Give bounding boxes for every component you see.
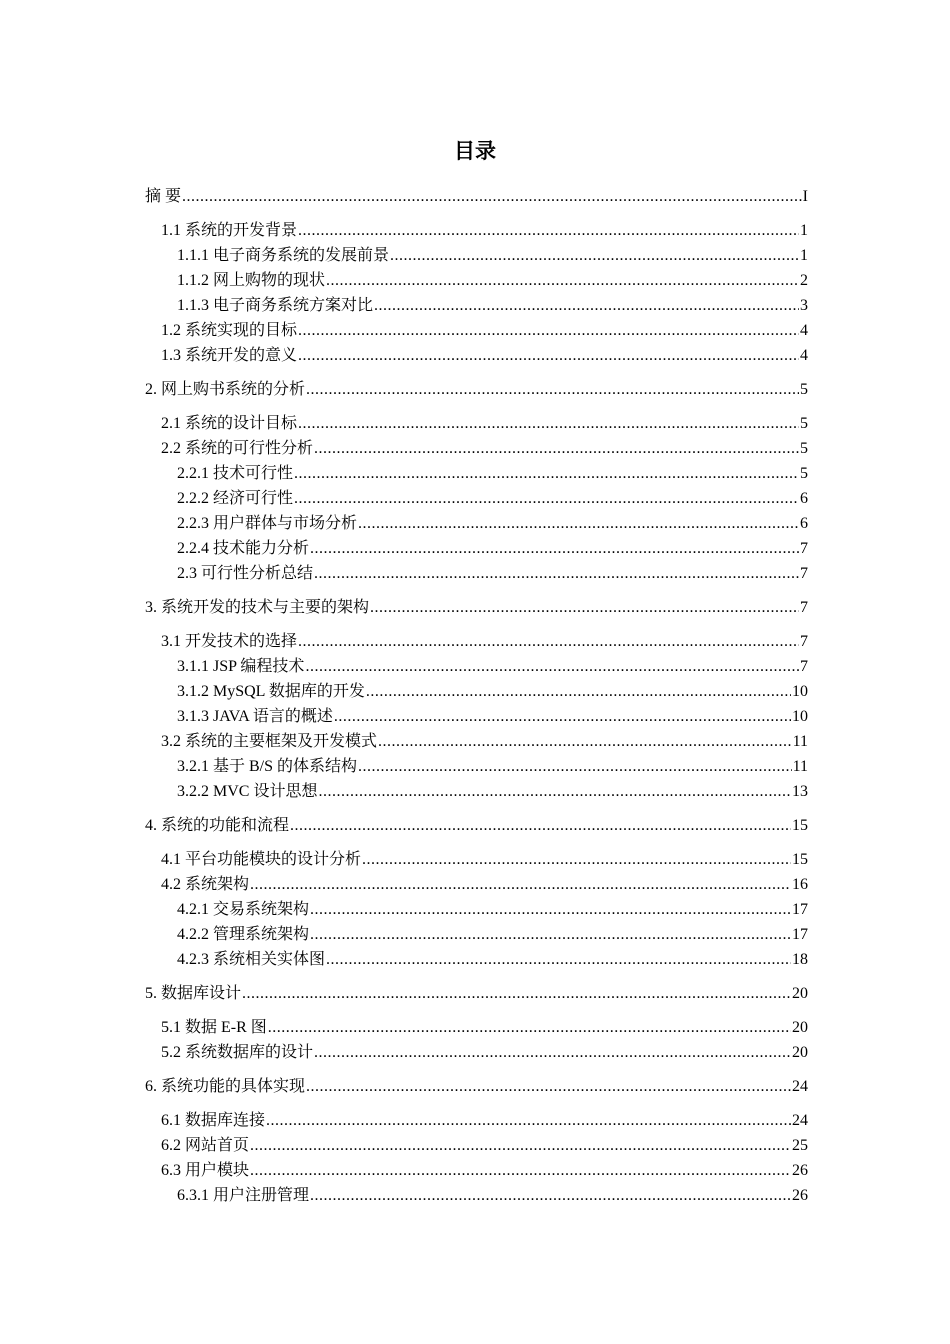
toc-entry[interactable] — [145, 813, 808, 838]
toc-page-number: 7 — [800, 658, 808, 675]
toc-dot-leader — [298, 218, 799, 243]
toc-entry-label: 4.2.3 系统相关实体图 — [177, 951, 326, 968]
toc-entry[interactable] — [145, 1133, 808, 1158]
toc-entry-label: 1.2 系统实现的目标 — [161, 322, 298, 339]
toc-page-number: 20 — [792, 985, 808, 1002]
toc-entry[interactable] — [145, 511, 808, 536]
toc-dot-leader — [358, 754, 792, 779]
toc-page-number: 20 — [792, 1044, 808, 1061]
toc-entry[interactable] — [145, 1158, 808, 1183]
toc-dot-leader — [242, 981, 791, 1006]
toc-dot-leader — [306, 1074, 791, 1099]
toc-entry[interactable] — [145, 654, 808, 679]
toc-page-number: 4 — [800, 322, 808, 339]
toc-dot-leader — [306, 377, 799, 402]
toc-title: 目录 — [454, 139, 496, 163]
toc-page-number: 5 — [800, 415, 808, 432]
toc-dot-leader — [390, 243, 799, 268]
toc-page-number: 2 — [800, 272, 808, 289]
toc-dot-leader — [298, 629, 799, 654]
toc-dot-leader — [294, 461, 799, 486]
toc-entry[interactable] — [145, 486, 808, 511]
toc-dot-leader — [310, 536, 799, 561]
toc-entry[interactable] — [145, 981, 808, 1006]
toc-entry[interactable] — [145, 561, 808, 586]
toc-dot-leader — [310, 897, 791, 922]
toc-dot-leader — [318, 779, 791, 804]
toc-entry-label: 2.2 系统的可行性分析 — [161, 440, 314, 457]
toc-page-number: 25 — [792, 1137, 808, 1154]
toc-dot-leader — [310, 922, 791, 947]
toc-entry-label: 2.2.3 用户群体与市场分析 — [177, 515, 358, 532]
toc-page-number: 6 — [800, 490, 808, 507]
toc-page-number: 15 — [792, 851, 808, 868]
toc-page-number: 11 — [792, 758, 808, 775]
toc-dot-leader — [314, 1040, 791, 1065]
toc-page-number: 18 — [792, 951, 808, 968]
toc-entry[interactable] — [145, 872, 808, 897]
toc-entry-label: 4. 系统的功能和流程 — [145, 817, 290, 834]
toc-entry[interactable] — [145, 947, 808, 972]
toc-entry[interactable] — [145, 729, 808, 754]
toc-dot-leader — [305, 654, 799, 679]
toc-dot-leader — [362, 847, 791, 872]
toc-page-number: 26 — [792, 1187, 808, 1204]
toc-entry[interactable] — [145, 754, 808, 779]
toc-dot-leader — [182, 184, 802, 209]
toc-dot-leader — [358, 511, 799, 536]
toc-page-number: 7 — [800, 565, 808, 582]
toc-entry[interactable] — [145, 293, 808, 318]
toc-entry[interactable] — [145, 536, 808, 561]
toc-entry[interactable] — [145, 897, 808, 922]
toc-entry-label: 3.1.1 JSP 编程技术 — [177, 658, 305, 675]
toc-entry[interactable] — [145, 343, 808, 368]
toc-entry-label: 2. 网上购书系统的分析 — [145, 381, 306, 398]
toc-dot-leader — [266, 1108, 791, 1133]
toc-dot-leader — [314, 436, 799, 461]
toc-entry-label: 3.2.2 MVC 设计思想 — [177, 783, 318, 800]
toc-page-number: 4 — [800, 347, 808, 364]
toc-entry[interactable] — [145, 218, 808, 243]
toc-dot-leader — [374, 293, 799, 318]
toc-dot-leader — [326, 268, 799, 293]
toc-entry[interactable] — [145, 1015, 808, 1040]
toc-page-number: 17 — [792, 901, 808, 918]
toc-entry-label: 3.1.2 MySQL 数据库的开发 — [177, 683, 365, 700]
toc-dot-leader — [378, 729, 792, 754]
toc-dot-leader — [298, 343, 799, 368]
toc-entry[interactable] — [145, 411, 808, 436]
toc-entry-label: 2.1 系统的设计目标 — [161, 415, 298, 432]
toc-page-number: 7 — [800, 599, 808, 616]
toc-entry-label: 3.2 系统的主要框架及开发模式 — [161, 733, 378, 750]
toc-dot-leader — [366, 679, 791, 704]
toc-entry-label: 5.2 系统数据库的设计 — [161, 1044, 314, 1061]
toc-dot-leader — [250, 1133, 791, 1158]
toc-entry[interactable] — [145, 629, 808, 654]
toc-page-number: 11 — [792, 733, 808, 750]
toc-entry[interactable] — [145, 377, 808, 402]
toc-entry-label: 1.1.2 网上购物的现状 — [177, 272, 326, 289]
toc-dot-leader — [334, 704, 791, 729]
toc-entry-label: 1.1.3 电子商务系统方案对比 — [177, 297, 374, 314]
toc-entry-label: 6.3 用户模块 — [161, 1162, 250, 1179]
toc-entry-label: 3. 系统开发的技术与主要的架构 — [145, 599, 370, 616]
toc-page-number: 24 — [792, 1112, 808, 1129]
toc-entry-label: 2.2.2 经济可行性 — [177, 490, 294, 507]
toc-page-number: 5 — [800, 381, 808, 398]
toc-page-number: 15 — [792, 817, 808, 834]
toc-dot-leader — [298, 411, 799, 436]
toc-entry-label: 2.2.4 技术能力分析 — [177, 540, 310, 557]
toc-entry-label: 3.1.3 JAVA 语言的概述 — [177, 708, 333, 725]
toc-entry-label: 1.3 系统开发的意义 — [161, 347, 298, 364]
toc-entry-label: 4.2.1 交易系统架构 — [177, 901, 310, 918]
toc-entry-label: 3.2.1 基于 B/S 的体系结构 — [177, 758, 358, 775]
toc-entry[interactable] — [145, 1108, 808, 1133]
toc-entry-label: 2.2.1 技术可行性 — [177, 465, 294, 482]
toc-dot-leader — [370, 595, 799, 620]
toc-entry-label: 摘 要 — [145, 188, 182, 205]
toc-page-number: 16 — [792, 876, 808, 893]
toc-page-number: 1 — [800, 247, 808, 264]
toc-entry[interactable] — [145, 847, 808, 872]
toc-entry[interactable] — [145, 1074, 808, 1099]
toc-page-number: 26 — [792, 1162, 808, 1179]
toc-entry[interactable] — [145, 461, 808, 486]
toc-entry[interactable] — [145, 318, 808, 343]
toc-entry[interactable] — [145, 704, 808, 729]
toc-page-number: 10 — [792, 708, 808, 725]
toc-page-number: 1 — [800, 222, 808, 239]
toc-entry-label: 6.3.1 用户注册管理 — [177, 1187, 310, 1204]
toc-entry-label: 6. 系统功能的具体实现 — [145, 1078, 306, 1095]
toc-page-number: 10 — [792, 683, 808, 700]
toc-entry-label: 5. 数据库设计 — [145, 985, 242, 1002]
toc-entry-label: 3.1 开发技术的选择 — [161, 633, 298, 650]
toc-entry-label: 1.1 系统的开发背景 — [161, 222, 298, 239]
toc-page-number: 6 — [800, 515, 808, 532]
toc-dot-leader — [314, 561, 799, 586]
toc-page-number: 3 — [800, 297, 808, 314]
toc-page-number: 5 — [800, 440, 808, 457]
toc-entry-label: 6.2 网站首页 — [161, 1137, 250, 1154]
toc-entry[interactable] — [145, 184, 808, 209]
toc-page-number: 7 — [800, 540, 808, 557]
toc-entry-label: 4.2 系统架构 — [161, 876, 250, 893]
toc-page-number: I — [802, 188, 808, 205]
toc-entry[interactable] — [145, 595, 808, 620]
toc-dot-leader — [326, 947, 791, 972]
toc-entry[interactable] — [145, 268, 808, 293]
toc-entry-label: 4.1 平台功能模块的设计分析 — [161, 851, 362, 868]
toc-entry[interactable] — [145, 436, 808, 461]
toc-entry-label: 6.1 数据库连接 — [161, 1112, 266, 1129]
toc-entry-label: 2.3 可行性分析总结 — [177, 565, 314, 582]
toc-dot-leader — [250, 872, 791, 897]
toc-entry[interactable] — [145, 779, 808, 804]
toc-entry-label: 1.1.1 电子商务系统的发展前景 — [177, 247, 390, 264]
toc-page-number: 24 — [792, 1078, 808, 1095]
toc-dot-leader — [250, 1158, 791, 1183]
toc-entry[interactable] — [145, 1040, 808, 1065]
toc-entry[interactable] — [145, 243, 808, 268]
toc-list — [145, 184, 808, 1208]
toc-entry-label: 5.1 数据 E-R 图 — [161, 1019, 267, 1036]
toc-dot-leader — [294, 486, 799, 511]
toc-page-number: 5 — [800, 465, 808, 482]
toc-page-number: 13 — [792, 783, 808, 800]
toc-entry[interactable] — [145, 922, 808, 947]
toc-entry[interactable] — [145, 679, 808, 704]
toc-page-number: 17 — [792, 926, 808, 943]
toc-dot-leader — [310, 1183, 791, 1208]
toc-dot-leader — [268, 1015, 791, 1040]
toc-entry[interactable] — [145, 1183, 808, 1208]
toc-entry-label: 4.2.2 管理系统架构 — [177, 926, 310, 943]
toc-page-number: 20 — [792, 1019, 808, 1036]
toc-dot-leader — [290, 813, 791, 838]
toc-dot-leader — [298, 318, 799, 343]
toc-page-number: 7 — [800, 633, 808, 650]
